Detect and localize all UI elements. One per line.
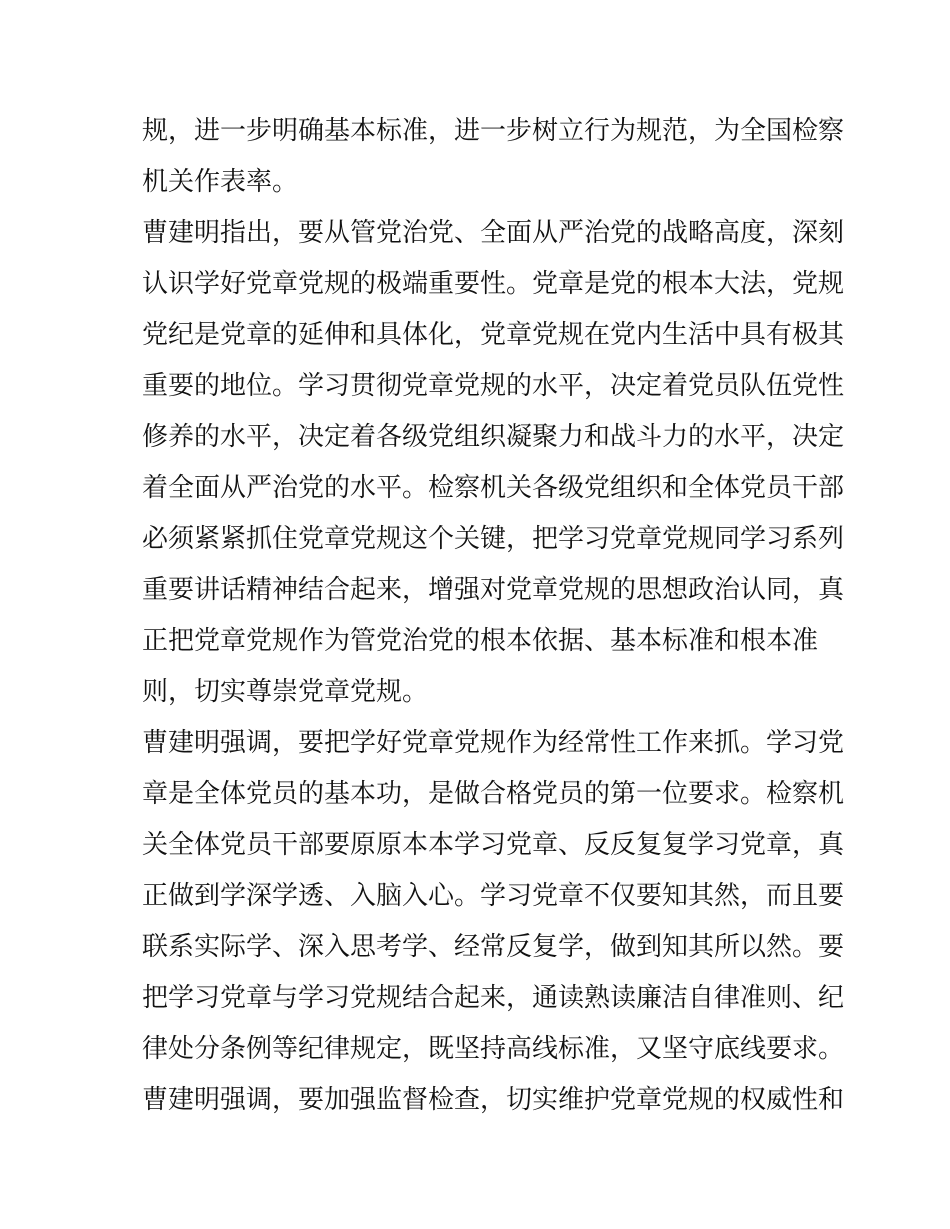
text-line: 曹建明强调，要把学好党章党规作为经常性工作来抓。学习党 [142,728,845,758]
text-line: 曹建明指出，要从管党治党、全面从严治党的战略高度，深刻 [142,218,845,248]
text-line: 着全面从严治党的水平。检察机关各级党组织和全体党员干部 [142,473,845,503]
text-line: 正做到学深学透、入脑入心。学习党章不仅要知其然，而且要 [142,881,845,911]
text-line: 规，进一步明确基本标准，进一步树立行为规范，为全国检察 [142,116,845,146]
text-line: 联系实际学、深入思考学、经常反复学，做到知其所以然。要 [142,932,845,962]
text-line: 律处分条例等纪律规定，既坚持高线标准，又坚守底线要求。 [142,1034,845,1064]
text-line: 章是全体党员的基本功，是做合格党员的第一位要求。检察机 [142,779,845,809]
text-line: 重要讲话精神结合起来，增强对党章党规的思想政治认同，真 [142,575,845,605]
text-line: 党纪是党章的延伸和具体化，党章党规在党内生活中具有极其 [142,320,845,350]
text-line: 曹建明强调，要加强监督检查，切实维护党章党规的权威性和 [142,1085,845,1115]
text-line: 正把党章党规作为管党治党的根本依据、基本标准和根本准 [142,626,819,656]
text-line: 则，切实尊崇党章党规。 [142,677,429,707]
text-line: 重要的地位。学习贯彻党章党规的水平，决定着党员队伍党性 [142,371,845,401]
text-line: 把学习党章与学习党规结合起来，通读熟读廉洁自律准则、纪 [142,983,845,1013]
document-body [142,106,845,1126]
text-line: 认识学好党章党规的极端重要性。党章是党的根本大法，党规 [142,269,845,299]
text-line: 必须紧紧抓住党章党规这个关键，把学习党章党规同学习系列 [142,524,845,554]
text-line: 机关作表率。 [142,167,299,197]
text-line: 修养的水平，决定着各级党组织凝聚力和战斗力的水平，决定 [142,422,845,452]
text-line: 关全体党员干部要原原本本学习党章、反反复复学习党章，真 [142,830,845,860]
